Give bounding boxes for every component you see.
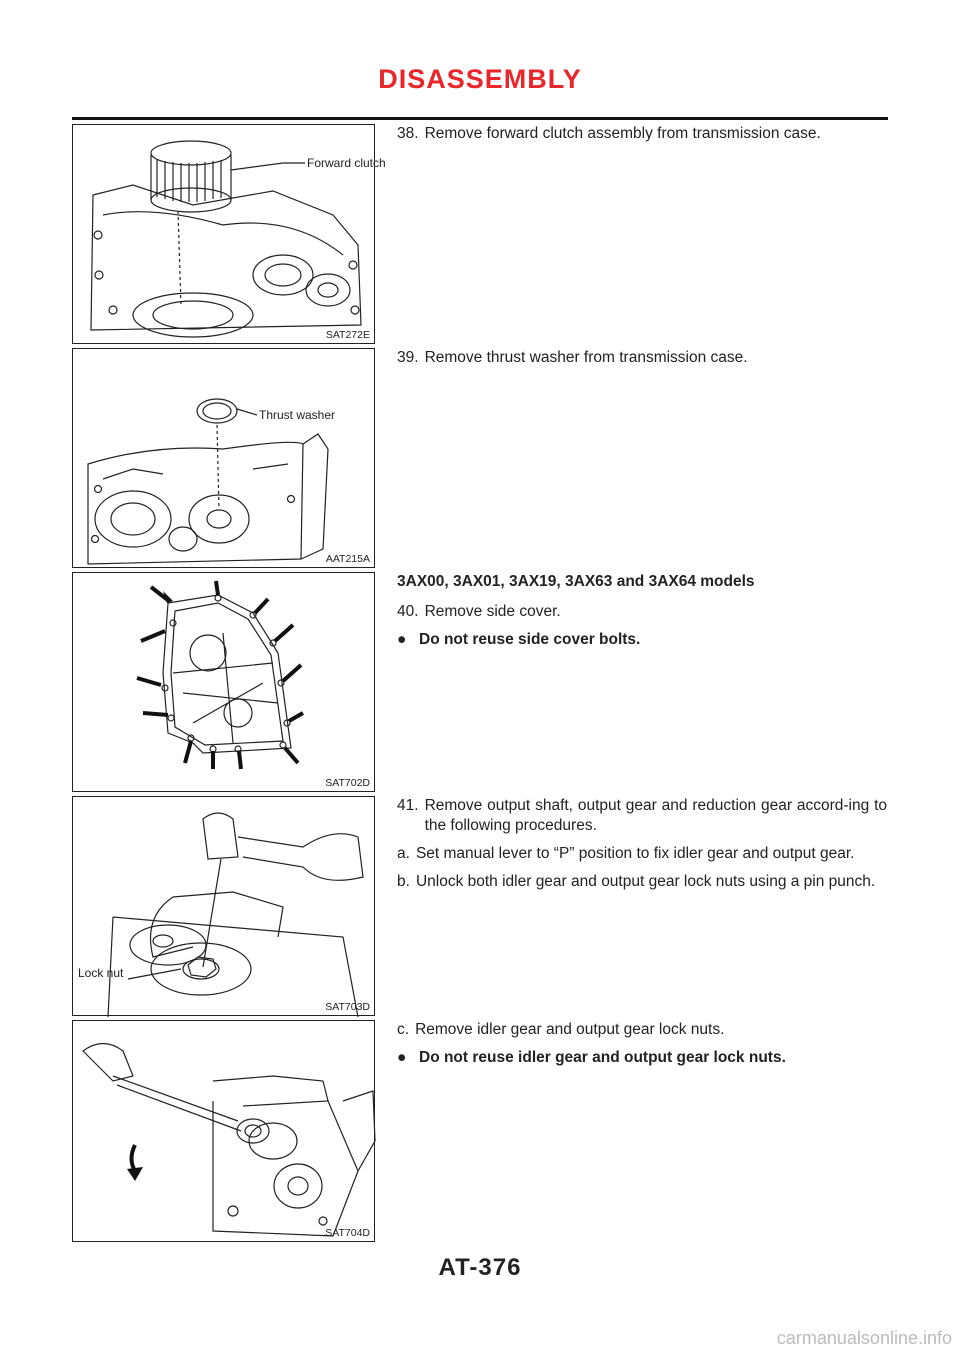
- step-text: Remove side cover.: [424, 603, 561, 620]
- figure-code: SAT703D: [325, 1001, 370, 1013]
- side-cover-illustration: [73, 573, 376, 793]
- step-41a: [397, 844, 887, 864]
- step-text: Remove idler gear and output gear lock nuts.: [415, 1021, 725, 1038]
- figure-code: SAT272E: [325, 329, 370, 341]
- section-40: [72, 572, 888, 792]
- step-38: [397, 124, 887, 144]
- step-text: Remove output shaft, output gear and reduction gear accord-ing to the following procedures.: [424, 797, 887, 834]
- figure-side-cover: [72, 572, 375, 792]
- section-38: [72, 124, 888, 344]
- figure-thrust-washer: [72, 348, 375, 568]
- thrust-washer-illustration: [73, 349, 376, 569]
- figure-remove-lock-nuts: [72, 1020, 375, 1242]
- callout-thrust-washer: Thrust washer: [259, 408, 336, 422]
- step-number: 39.: [397, 349, 419, 366]
- step-number: a.: [397, 845, 410, 862]
- bullet-text: Do not reuse side cover bolts.: [419, 631, 641, 648]
- step-text: Remove thrust washer from transmission case.: [424, 349, 748, 366]
- figure-code: AAT215A: [325, 553, 370, 565]
- step-41b: [397, 872, 887, 892]
- figure-forward-clutch: [72, 124, 386, 344]
- instruction-text: [397, 124, 887, 152]
- step-39: [397, 348, 887, 368]
- caution-bullet: [397, 630, 887, 650]
- bullet-text: Do not reuse idler gear and output gear lock nuts.: [419, 1049, 786, 1066]
- step-text: Set manual lever to “P” position to fix idler gear and output gear.: [415, 845, 855, 862]
- step-40: [397, 602, 887, 622]
- step-number: 38.: [397, 125, 419, 142]
- title-rule: [72, 117, 888, 120]
- step-41: [397, 796, 887, 836]
- remove-lock-nuts-illustration: [73, 1021, 376, 1243]
- forward-clutch-illustration: [73, 125, 386, 345]
- caution-bullet: [397, 1048, 887, 1068]
- instruction-text: [397, 796, 887, 900]
- figure-code: SAT702D: [325, 777, 370, 789]
- page-number: AT-376: [438, 1254, 522, 1281]
- page-title: DISASSEMBLY: [378, 64, 582, 94]
- section-41c: [72, 1020, 888, 1242]
- section-39: [72, 348, 888, 568]
- step-text: Remove forward clutch assembly from transmission case.: [424, 125, 821, 142]
- bullet-dot-icon: ●: [397, 631, 407, 648]
- watermark-source: carmanualsonline.info: [776, 1328, 952, 1348]
- figure-lock-nut: [72, 796, 375, 1016]
- step-number: 40.: [397, 603, 419, 620]
- model-heading: 3AX00, 3AX01, 3AX19, 3AX63 and 3AX64 models: [397, 573, 755, 590]
- step-number: c.: [397, 1021, 410, 1038]
- step-number: b.: [397, 873, 410, 890]
- instruction-text: [397, 1020, 887, 1076]
- step-text: Unlock both idler gear and output gear lock nuts using a pin punch.: [415, 873, 876, 890]
- step-41c: [397, 1020, 887, 1040]
- figure-code: SAT704D: [325, 1227, 370, 1239]
- step-number: 41.: [397, 797, 419, 814]
- section-41: [72, 796, 888, 1016]
- callout-forward-clutch: Forward clutch: [307, 156, 386, 170]
- bullet-dot-icon: ●: [397, 1049, 407, 1066]
- instruction-text: [397, 572, 887, 658]
- lock-nut-illustration: [73, 797, 376, 1017]
- callout-lock-nut: Lock nut: [78, 966, 124, 980]
- instruction-text: [397, 348, 887, 376]
